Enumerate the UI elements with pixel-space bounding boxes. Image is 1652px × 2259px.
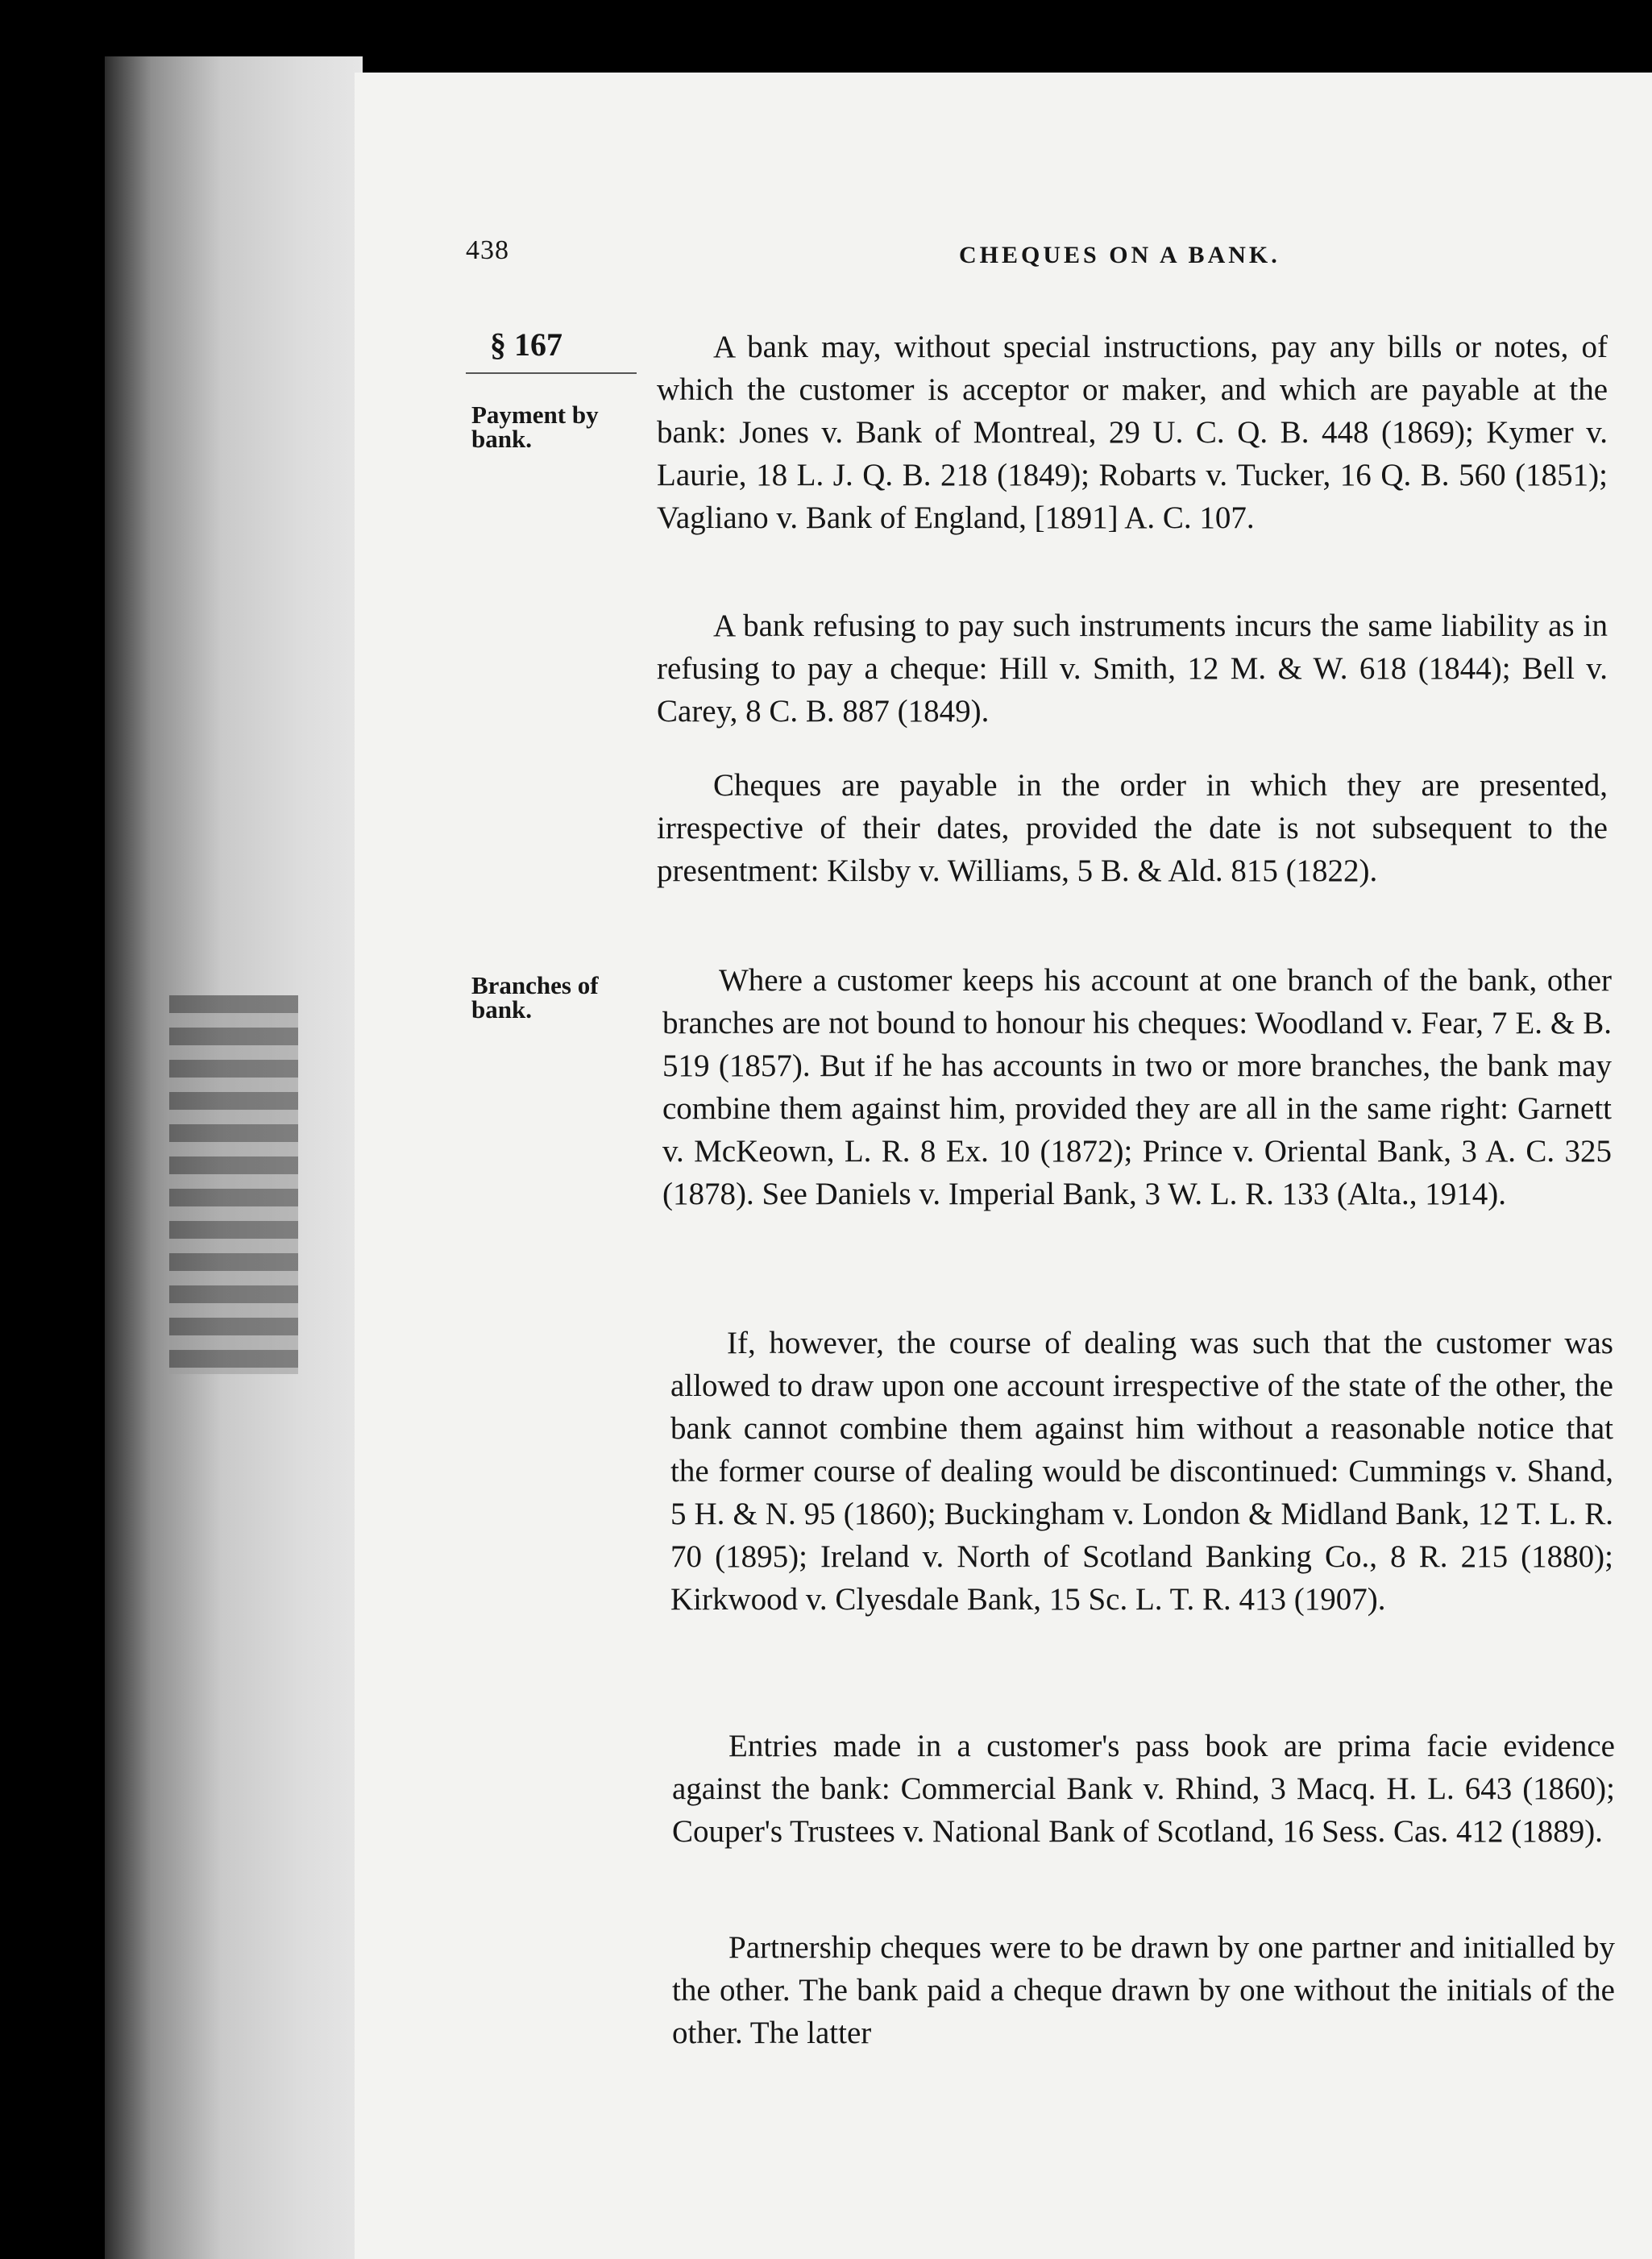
paragraph: A bank refusing to pay such instruments incurs the same liability as in refusing to pay a cheque: Hill v. Smith, 12 M. & W. 618 (1844); Bell v. Carey, 8 C. B. 887 (1849).	[657, 608, 1608, 729]
paragraph: Entries made in a customer's pass book are prima facie evidence against the bank: Commercial Bank v. Rhind, 3 Macq. H. L. 643 (1860); Couper's Trustees v. National Bank of Scotland, 16 Sess. Cas. 412 (1889).	[672, 1729, 1615, 1849]
page-number: 438	[466, 235, 509, 265]
library-stamp	[169, 995, 298, 1374]
paragraph: Partnership cheques were to be drawn by one partner and initialled by the other. The bank paid a cheque drawn by one without the initials of the other. The latter	[672, 1930, 1615, 2050]
section-rule	[466, 372, 637, 374]
margin-note-branches: Branches of bank.	[471, 971, 599, 1024]
paragraph: Where a customer keeps his account at one branch of the bank, other branches are not bound to honour his cheques: Woodland v. Fear, 7 E. & B. 519 (1857). But if he has accounts in two or more branches, the bank may combine them against him, provided they are all in the same right: Garnett v. McKeown, L. R. 8 Ex. 10 (1872); Prince v. Oriental Bank, 3 A. C. 325 (1878). See Daniels v. Imperial Bank, 3 W. L. R. 133 (Alta., 1914).	[662, 963, 1612, 1211]
paragraph: A bank may, without special instructions, pay any bills or notes, of which the customer is acceptor or maker, and which are payable at the bank: Jones v. Bank of Montreal, 29 U. C. Q. B. 448 (1869); Kymer v. Laurie, 18 L. J. Q. B. 218 (1849); Robarts v. Tucker, 16 Q. B. 560 (1851); Vagliano v. Bank of England, [1891] A. C. 107.	[657, 330, 1608, 535]
paragraph: If, however, the course of dealing was such that the customer was allowed to draw upon one account irrespective of the state of the other, the bank cannot combine them against him without a reasonable notice that the former course of dealing would be discontinued: Cummings v. Shand, 5 H. & N. 95 (1860); Buckingham v. London & Midland Bank, 12 T. L. R. 70 (1895); Ireland v. North of Scotland Banking Co., 8 R. 215 (1880); Kirkwood v. Clyesdale Bank, 15 Sc. L. T. R. 413 (1907).	[670, 1326, 1613, 1617]
paragraph: Cheques are payable in the order in which they are presented, irrespective of their dates, provided the date is not subsequent to the presentment: Kilsby v. Williams, 5 B. & Ald. 815 (1822).	[657, 768, 1608, 888]
running-head: CHEQUES ON A BANK.	[959, 242, 1281, 268]
margin-note-payment: Payment by bank.	[471, 401, 599, 453]
section-number: § 167	[490, 326, 562, 363]
